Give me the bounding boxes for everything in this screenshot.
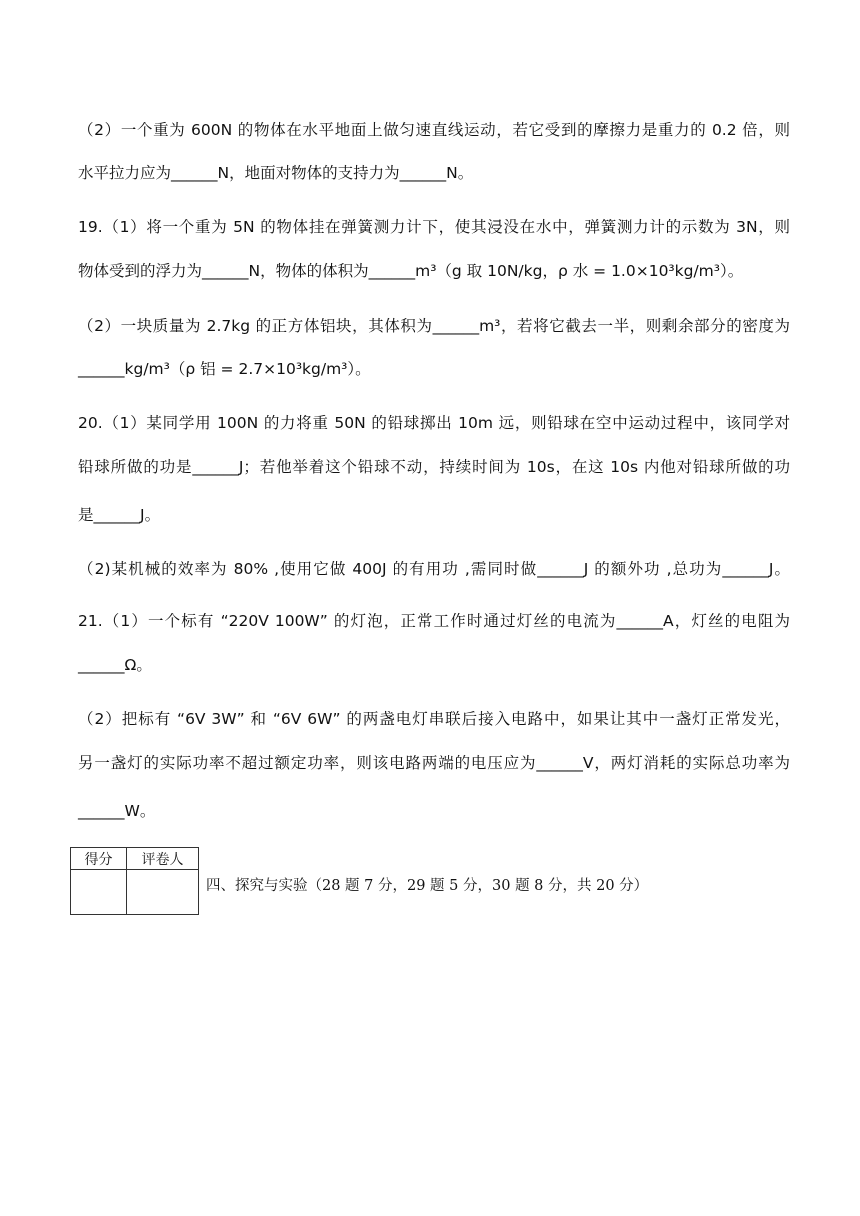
q21-part1-line2: ______Ω。 — [78, 656, 152, 674]
q20-part1-line2: 铅球所做的功是______J；若他举着这个铅球不动，持续时间为 10s，在这 10s 内他对铅球所做的功 — [78, 458, 790, 476]
q21-part2-line2: 另一盏灯的实际功率不超过额定功率，则该电路两端的电压应为______V，两灯消耗的实际总功率为 — [78, 754, 790, 772]
section-title: 四、探究与实验（28 题 7 分，29 题 5 分，30 题 8 分，共 20 分） — [206, 878, 649, 894]
q20-part1-line1: 20.（1）某同学用 100N 的力将重 50N 的铅球掷出 10m 远，则铅球在空中运动过程中，该同学对 — [78, 414, 790, 432]
score-table-header-row — [71, 848, 199, 870]
grader-header: 评卷人 — [127, 848, 199, 870]
score-table-body-row — [71, 870, 199, 915]
score-table — [70, 847, 199, 915]
score-cell[interactable] — [71, 870, 127, 915]
q20-part1-line3: 是______J。 — [78, 506, 161, 524]
q19-part2-line1: （2）一块质量为 2.7kg 的正方体铝块，其体积为______m³，若将它截去一半，则剩余部分的密度为 — [78, 317, 790, 335]
q18-part2-line2: 水平拉力应为______N，地面对物体的支持力为______N。 — [78, 164, 474, 182]
grader-cell[interactable] — [127, 870, 199, 915]
q21-part1-line1: 21.（1）一个标有 “220V 100W” 的灯泡，正常工作时通过灯丝的电流为______A，灯丝的电阻为 — [78, 612, 790, 630]
score-header: 得分 — [71, 848, 127, 870]
q21-part2-line3: ______W。 — [78, 802, 156, 820]
q21-part2-line1: （2）把标有 “6V 3W” 和 “6V 6W” 的两盏电灯串联后接入电路中，如果让其中一盏灯正常发光， — [78, 710, 790, 728]
q19-part2-line2: ______kg/m³（ρ 铝 = 2.7×10³kg/m³）。 — [78, 360, 371, 378]
q18-part2-line1: （2）一个重为 600N 的物体在水平地面上做匀速直线运动，若它受到的摩擦力是重力的 0.2 倍，则 — [78, 121, 790, 139]
q20-part2-line1: （2)某机械的效率为 80% ,使用它做 400J 的有用功 ,需同时做______J 的额外功 ,总功为______J。 — [78, 560, 790, 578]
q19-part1-line1: 19.（1）将一个重为 5N 的物体挂在弹簧测力计下，使其浸没在水中，弹簧测力计的示数为 3N，则 — [78, 218, 790, 236]
q19-part1-line2: 物体受到的浮力为______N，物体的体积为______m³（g 取 10N/kg，ρ 水 = 1.0×10³kg/m³）。 — [78, 262, 744, 280]
